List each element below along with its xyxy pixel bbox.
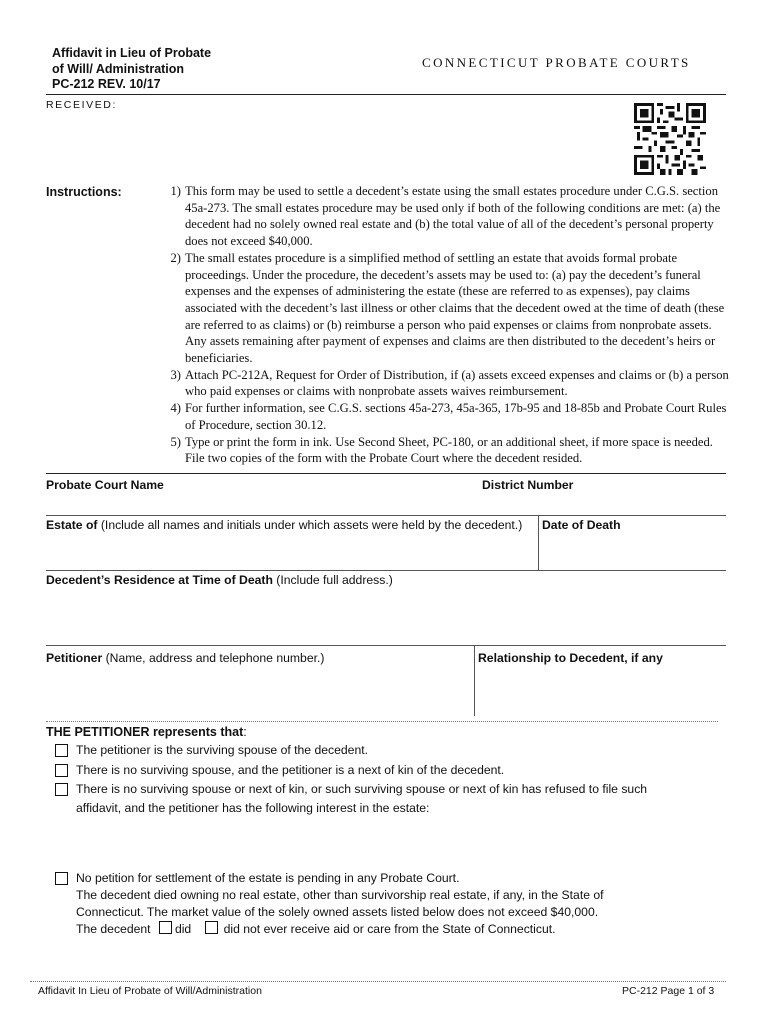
petitioner-field[interactable] [46,670,470,714]
instruction-item [150,400,730,433]
real-estate-statement-line2: Connecticut. The market value of the solely owned assets listed below does not exceed $40,000. [76,905,599,919]
footer-page-number: PC-212 Page 1 of 3 [622,985,715,997]
no-petition-statement: No petition for settlement of the estate is pending in any Probate Court. [76,871,460,885]
district-number-field[interactable] [482,494,722,514]
surviving-spouse-option: The petitioner is the surviving spouse of the decedent. [76,743,369,757]
instruction-number: 5) [170,434,181,449]
header-divider [46,94,726,95]
did-not-label: did not ever receive aid or care from the State of Connecticut. [223,922,556,936]
next-of-kin-option: There is no surviving spouse, and the petitioner is a next of kin of the decedent. [76,763,505,777]
instruction-number: 2) [170,250,181,265]
other-interest-option-line2: affidavit, and the petitioner has the following interest in the estate: [76,801,430,815]
row-divider [46,645,726,646]
date-of-death-field[interactable] [542,536,724,568]
did-not-receive-aid-checkbox[interactable] [205,921,218,934]
estate-of-field[interactable] [46,536,534,568]
row-divider [46,515,726,516]
row-divider [46,721,718,722]
relationship-field[interactable] [478,670,724,714]
received-label: RECEIVED: [46,99,117,111]
did-label: did [174,922,192,936]
state-aid-statement [76,920,556,939]
district-number-label: District Number [482,478,574,492]
instruction-number: 1) [170,184,181,198]
probate-court-name-field[interactable] [46,494,476,514]
column-divider [538,516,539,570]
form-number: PC-212 REV. 10/17 [52,77,161,91]
real-estate-statement-line1: The decedent died owning no real estate, other than survivorship real estate, if any, in the State of [76,888,604,902]
next-of-kin-checkbox[interactable] [55,764,68,777]
form-title-line1: Affidavit in Lieu of Probate [52,46,212,60]
footer-form-title: Affidavit In Lieu of Probate of Will/Administration [38,985,262,997]
estate-of-label: Estate of (Include all names and initials under which assets were held by the decedent.) [46,518,523,532]
surviving-spouse-checkbox[interactable] [55,744,68,757]
qr-code-icon [634,103,706,175]
instruction-number: 4) [170,401,181,416]
instructions-divider [46,473,726,474]
form-title-block [52,46,211,93]
instruction-text: For further information, see C.G.S. sections 45a-273, 45a-365, 17b-95 and 18-85b and Probate Court Rules of Procedure, section 30.12. [185,401,727,432]
instruction-item [150,250,730,367]
instruction-text: Type or print the form in ink. Use Second Sheet, PC-180, or an additional sheet, if more space is needed. File two copies of the form with the Probate Court where the decedent resided. [185,434,713,466]
instructions-label: Instructions: [46,185,122,199]
instruction-number: 3) [170,367,181,382]
form-title-line2: of Will/ Administration [52,61,185,76]
petitioner-label: Petitioner (Name, address and telephone number.) [46,651,325,665]
footer-divider [30,981,726,982]
did-receive-aid-checkbox[interactable] [159,921,172,934]
other-interest-checkbox[interactable] [55,783,68,796]
instructions-list [150,183,730,467]
instruction-item [150,183,730,250]
other-interest-option-line1: There is no surviving spouse or next of kin, or such surviving spouse or next of kin has refused to file such [76,782,648,796]
instruction-text: This form may be used to settle a decedent’s estate using the small estates procedure under C.G.S. section 45a-273. The small estates procedure may be used only if both of the following conditions are met: (a) the decedent had no solely owned real estate and (b) the total value of all of the decedent’s personal property does not exceed $40,000. [185,184,721,249]
instruction-text: The small estates procedure is a simplified method of settling an estate that avoids formal probate proceedings. Under the procedure, the decedent’s assets may be used to: (a) pay the decedent’s funeral expenses and the expenses of administering the estate (these are referred to as expenses), pay claims associated with the decedent’s last illness or other claims that the decedent owed at the time of death (these are referred to as claims) or (b) reimburse a person who paid expenses or claims from nonprobate assets. Any assets remaining after payment of expenses and claims are then distributed to the decedent’s heirs or beneficiaries. [185,250,725,366]
date-of-death-label: Date of Death [542,518,621,532]
residence-label: Decedent’s Residence at Time of Death (Include full address.) [46,573,393,587]
relationship-label: Relationship to Decedent, if any [478,651,663,665]
instruction-item [150,434,730,467]
column-divider [474,646,475,716]
probate-court-name-label: Probate Court Name [46,478,164,492]
instruction-text: Attach PC-212A, Request for Order of Distribution, if (a) assets exceed expenses and claims or (b) a person who paid expenses or claims with nonprobate assets waives reimbursement. [185,367,729,399]
court-name: CONNECTICUT PROBATE COURTS [422,55,691,70]
interest-in-estate-field[interactable] [76,822,724,862]
state-aid-prefix: The decedent [76,922,151,936]
instruction-item [150,367,730,400]
residence-field[interactable] [46,592,724,642]
row-divider [46,570,726,571]
no-petition-checkbox[interactable] [55,872,68,885]
petitioner-represents-heading: THE PETITIONER represents that: [46,725,247,739]
